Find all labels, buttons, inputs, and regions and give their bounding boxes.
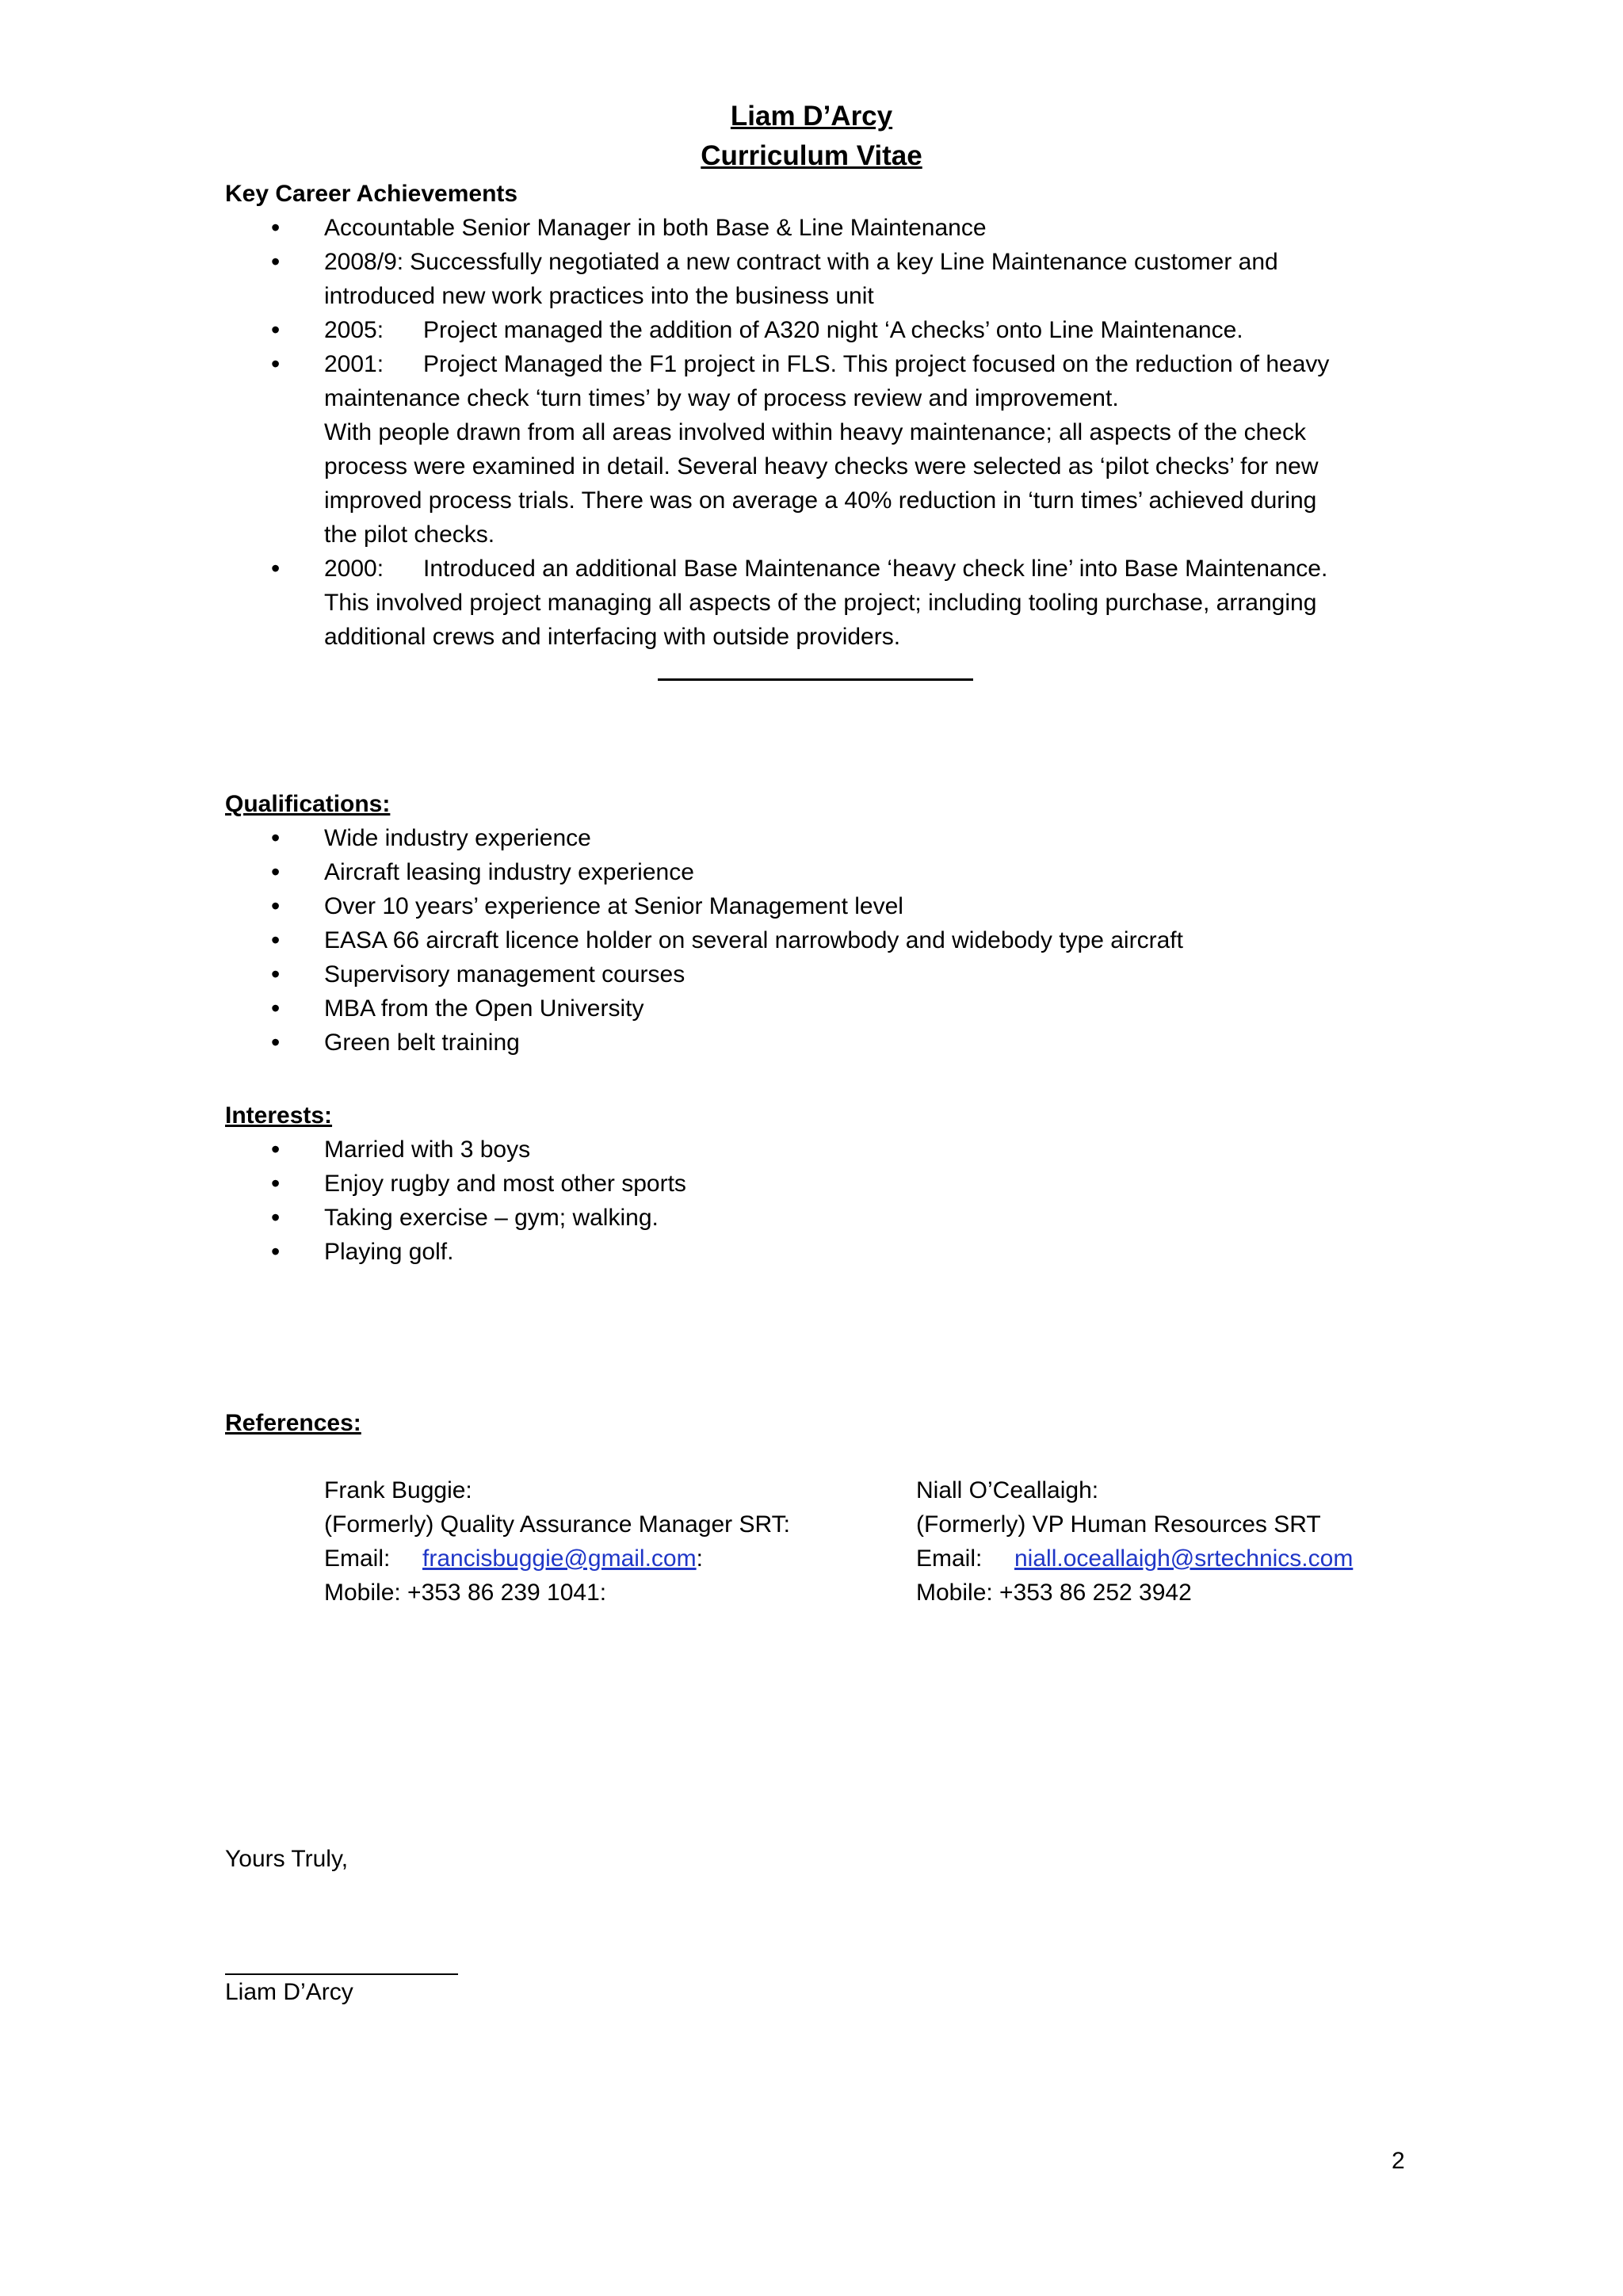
signature-name: Liam D’Arcy <box>225 1979 353 2005</box>
list-item: • Taking exercise – gym; walking. <box>0 1201 1394 1235</box>
document-title-name: Liam D’Arcy <box>730 101 893 132</box>
interests-heading: Interests: <box>225 1102 333 1129</box>
closing-salutation: Yours Truly, <box>225 1846 349 1872</box>
achievement-text: With people drawn from all areas involved within heavy maintenance; all aspects of the check <box>324 419 1306 445</box>
achievement-year: 2005: <box>324 317 384 343</box>
list-item: • Playing golf. <box>0 1235 1394 1269</box>
achievement-text: the pilot checks. <box>324 521 495 548</box>
achievement-year: 2000: <box>324 556 384 582</box>
reference-name: Niall O’Ceallaigh: <box>916 1477 1099 1503</box>
reference-title: (Formerly) Quality Assurance Manager SRT: <box>324 1511 790 1538</box>
achievement-text: maintenance check ‘turn times’ by way of process review and improvement. <box>324 385 1119 411</box>
list-item: • Enjoy rugby and most other sports <box>0 1167 1394 1201</box>
email-link[interactable]: francisbuggie@gmail.com <box>422 1545 697 1572</box>
list-item: • Supervisory management courses <box>0 957 1394 991</box>
reference-mobile: Mobile: +353 86 252 3942 <box>916 1580 1192 1606</box>
achievements-heading: Key Career Achievements <box>225 181 518 207</box>
page-number: 2 <box>1392 2148 1405 2174</box>
list-item: • Over 10 years’ experience at Senior Management level <box>0 889 1394 923</box>
achievement-text: improved process trials. There was on average a 40% reduction in ‘turn times’ achieved during <box>324 487 1317 514</box>
reference-frank-buggie <box>324 1473 790 1610</box>
reference-title: (Formerly) VP Human Resources SRT <box>916 1511 1321 1538</box>
list-item: • MBA from the Open University <box>0 991 1394 1026</box>
reference-name: Frank Buggie: <box>324 1477 472 1503</box>
list-item <box>0 245 1394 313</box>
achievement-text: Accountable Senior Manager in both Base & Line Maintenance <box>324 215 987 241</box>
list-item <box>0 211 1394 245</box>
achievement-year: 2001: <box>324 351 384 377</box>
reference-niall-oceallaigh <box>916 1473 1353 1610</box>
achievements-list <box>0 211 1623 654</box>
achievement-text: process were examined in detail. Several heavy checks were selected as ‘pilot checks’ for new <box>324 453 1319 479</box>
reference-email-row <box>324 1541 790 1576</box>
achievement-text: This involved project managing all aspects of the project; including tooling purchase, arranging <box>324 590 1317 616</box>
email-link[interactable]: niall.oceallaigh@srtechnics.com <box>1014 1545 1354 1572</box>
achievement-text: introduced new work practices into the business unit <box>324 283 874 309</box>
list-item <box>0 552 1394 654</box>
document-subtitle: Curriculum Vitae <box>701 140 922 171</box>
qualifications-heading: Qualifications: <box>225 791 391 817</box>
achievement-text: Project Managed the F1 project in FLS. This project focused on the reduction of heavy <box>423 351 1330 377</box>
email-suffix: : <box>696 1545 703 1572</box>
achievement-text: Successfully negotiated a new contract with a key Line Maintenance customer and <box>410 249 1278 275</box>
section-divider <box>658 678 973 681</box>
interests-list <box>0 1133 1623 1269</box>
list-item: • Aircraft leasing industry experience <box>0 855 1394 889</box>
qualifications-list <box>0 821 1623 1060</box>
list-item: • Green belt training <box>0 1026 1394 1060</box>
achievement-year: 2008/9: <box>324 249 404 275</box>
achievement-text: Introduced an additional Base Maintenance ‘heavy check line’ into Base Maintenance. <box>423 556 1328 582</box>
list-item <box>0 347 1394 552</box>
reference-mobile: Mobile: +353 86 239 1041: <box>324 1580 607 1606</box>
list-item: • EASA 66 aircraft licence holder on several narrowbody and widebody type aircraft <box>0 923 1394 957</box>
email-label: Email: <box>324 1545 391 1572</box>
references-heading: References: <box>225 1410 361 1436</box>
achievement-text: additional crews and interfacing with outside providers. <box>324 624 901 650</box>
achievement-text: Project managed the addition of A320 night ‘A checks’ onto Line Maintenance. <box>423 317 1243 343</box>
list-item: • Married with 3 boys <box>0 1133 1394 1167</box>
email-label: Email: <box>916 1545 983 1572</box>
list-item <box>0 313 1394 347</box>
list-item: • Wide industry experience <box>0 821 1394 855</box>
reference-email-row <box>916 1541 1353 1576</box>
